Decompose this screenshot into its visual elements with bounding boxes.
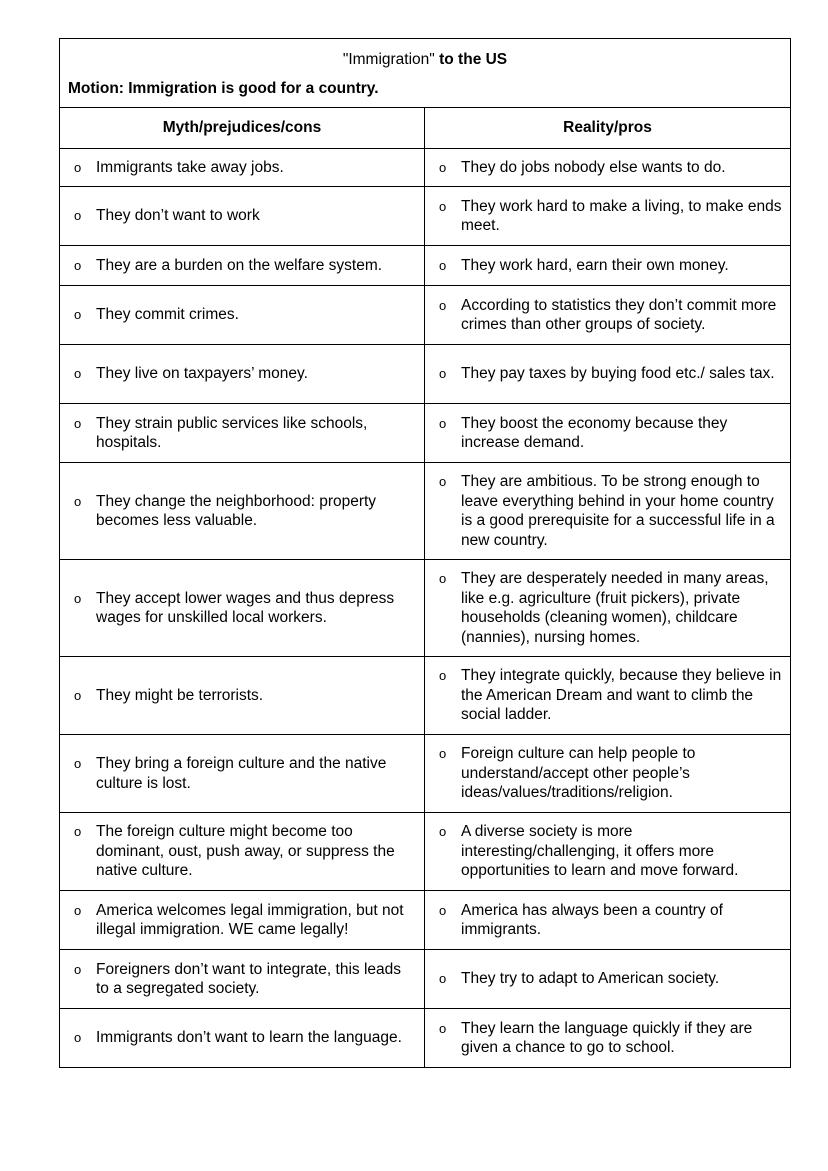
motion-statement: Motion: Immigration is good for a country. — [68, 79, 379, 97]
reality-cell — [425, 891, 791, 950]
reality-cell — [425, 1009, 791, 1068]
column-header-reality: Reality/pros — [425, 108, 791, 149]
myth-text: Immigrants don’t want to learn the language. — [96, 1029, 402, 1047]
reality-text: They try to adapt to American society. — [461, 970, 720, 988]
myth-text: Foreigners don’t want to integrate, this leads to a segregated society. — [96, 960, 402, 997]
reality-text: They pay taxes by buying food etc./ sales tax. — [461, 365, 775, 383]
table-row — [60, 404, 791, 463]
myth-text: They might be terrorists. — [96, 686, 264, 704]
reality-text: They work hard, earn their own money. — [461, 256, 729, 274]
table-row — [60, 1009, 791, 1068]
bullet-icon: o — [439, 257, 447, 273]
reality-cell — [425, 404, 791, 463]
myth-cell — [60, 891, 425, 950]
bullet-icon: o — [439, 902, 447, 918]
reality-cell — [425, 813, 791, 891]
reality-cell — [425, 950, 791, 1009]
myth-text: They live on taxpayers’ money. — [96, 365, 308, 383]
bullet-icon: o — [74, 1030, 82, 1046]
reality-text: They integrate quickly, because they believe in the American Dream and want to climb the social ladder. — [461, 667, 782, 724]
myth-cell — [60, 286, 425, 345]
table-row — [60, 149, 791, 187]
myth-cell — [60, 813, 425, 891]
table-row — [60, 246, 791, 286]
myth-cell — [60, 246, 425, 286]
title-cell — [60, 39, 791, 108]
bullet-icon: o — [74, 687, 82, 703]
myth-cell — [60, 950, 425, 1009]
reality-text: America has always been a country of immigrants. — [461, 901, 723, 938]
bullet-icon: o — [439, 297, 447, 313]
reality-cell — [425, 463, 791, 560]
myth-cell — [60, 1009, 425, 1068]
reality-text: They do jobs nobody else wants to do. — [461, 158, 726, 176]
bullet-icon: o — [439, 571, 447, 586]
bullet-icon: o — [439, 746, 447, 762]
bullet-icon: o — [74, 307, 82, 323]
myth-cell — [60, 463, 425, 560]
bullet-icon: o — [439, 198, 447, 214]
bullet-icon: o — [439, 668, 447, 684]
bullet-icon: o — [74, 961, 82, 977]
table-row — [60, 187, 791, 246]
table-row — [60, 560, 791, 657]
table-row — [60, 813, 791, 891]
bullet-icon: o — [439, 1020, 447, 1036]
myth-text: They commit crimes. — [96, 306, 239, 324]
debate-table — [59, 38, 791, 1068]
reality-cell — [425, 149, 791, 187]
myth-text: They strain public services like schools, hospitals. — [96, 414, 368, 451]
reality-text: They are ambitious. To be strong enough to leave everything behind in your home country is a good prerequisite for a successful life in a new country. — [461, 473, 775, 549]
title-quoted: "Immigration" — [342, 51, 435, 68]
myth-text: America welcomes legal immigration, but not illegal immigration. WE came legally! — [96, 901, 404, 938]
worksheet — [59, 38, 790, 1068]
reality-text: They boost the economy because they increase demand. — [461, 414, 728, 451]
bullet-icon: o — [74, 366, 82, 382]
table-row — [60, 463, 791, 560]
bullet-icon: o — [74, 493, 82, 509]
reality-cell — [425, 246, 791, 286]
bullet-icon: o — [439, 159, 447, 175]
myth-cell — [60, 345, 425, 404]
reality-text: A diverse society is more interesting/challenging, it offers more opportunities to learn and move forward. — [461, 823, 739, 880]
myth-text: They change the neighborhood: property becomes less valuable. — [96, 492, 377, 529]
reality-text: According to statistics they don’t commit more crimes than other groups of society. — [461, 296, 777, 333]
reality-cell — [425, 657, 791, 735]
reality-text: Foreign culture can help people to understand/accept other people’s ideas/values/traditions/religion. — [461, 745, 696, 802]
bullet-icon: o — [439, 971, 447, 987]
myth-text: They bring a foreign culture and the native culture is lost. — [96, 755, 387, 792]
bullet-icon: o — [74, 590, 82, 606]
reality-text: They are desperately needed in many areas, like e.g. agriculture (fruit pickers), private households (cleaning women), childcare (nannies), nursing homes. — [461, 570, 769, 646]
myth-text: They are a burden on the welfare system. — [96, 256, 383, 274]
myth-text: The foreign culture might become too dominant, oust, push away, or suppress the native culture. — [96, 823, 395, 880]
myth-cell — [60, 149, 425, 187]
bullet-icon: o — [74, 902, 82, 918]
reality-text: They work hard to make a living, to make ends meet. — [461, 197, 782, 234]
myth-cell — [60, 404, 425, 463]
myth-cell — [60, 560, 425, 657]
myth-cell — [60, 657, 425, 735]
bullet-icon: o — [439, 415, 447, 431]
myth-text: They accept lower wages and thus depress wages for unskilled local workers. — [96, 589, 395, 626]
reality-cell — [425, 345, 791, 404]
column-header-myths: Myth/prejudices/cons — [60, 108, 425, 149]
table-row — [60, 345, 791, 404]
title-rest: to the US — [439, 51, 508, 68]
bullet-icon: o — [74, 756, 82, 771]
reality-cell — [425, 286, 791, 345]
reality-cell — [425, 187, 791, 246]
reality-cell — [425, 560, 791, 657]
page-title — [68, 50, 782, 70]
bullet-icon: o — [439, 366, 447, 382]
column-header-row — [60, 108, 791, 149]
table-row — [60, 657, 791, 735]
bullet-icon: o — [74, 415, 82, 431]
myth-text: Immigrants take away jobs. — [96, 158, 284, 176]
bullet-icon: o — [74, 257, 82, 273]
bullet-icon: o — [74, 824, 82, 840]
bullet-icon: o — [439, 474, 447, 489]
table-row — [60, 735, 791, 813]
title-row — [60, 39, 791, 108]
table-row — [60, 891, 791, 950]
bullet-icon: o — [74, 159, 82, 175]
reality-cell — [425, 735, 791, 813]
reality-text: They learn the language quickly if they are given a chance to go to school. — [461, 1019, 753, 1056]
bullet-icon: o — [439, 824, 447, 840]
myth-text: They don’t want to work — [96, 207, 260, 225]
myth-cell — [60, 735, 425, 813]
table-row — [60, 286, 791, 345]
myth-cell — [60, 187, 425, 246]
bullet-icon: o — [74, 208, 82, 224]
table-row — [60, 950, 791, 1009]
